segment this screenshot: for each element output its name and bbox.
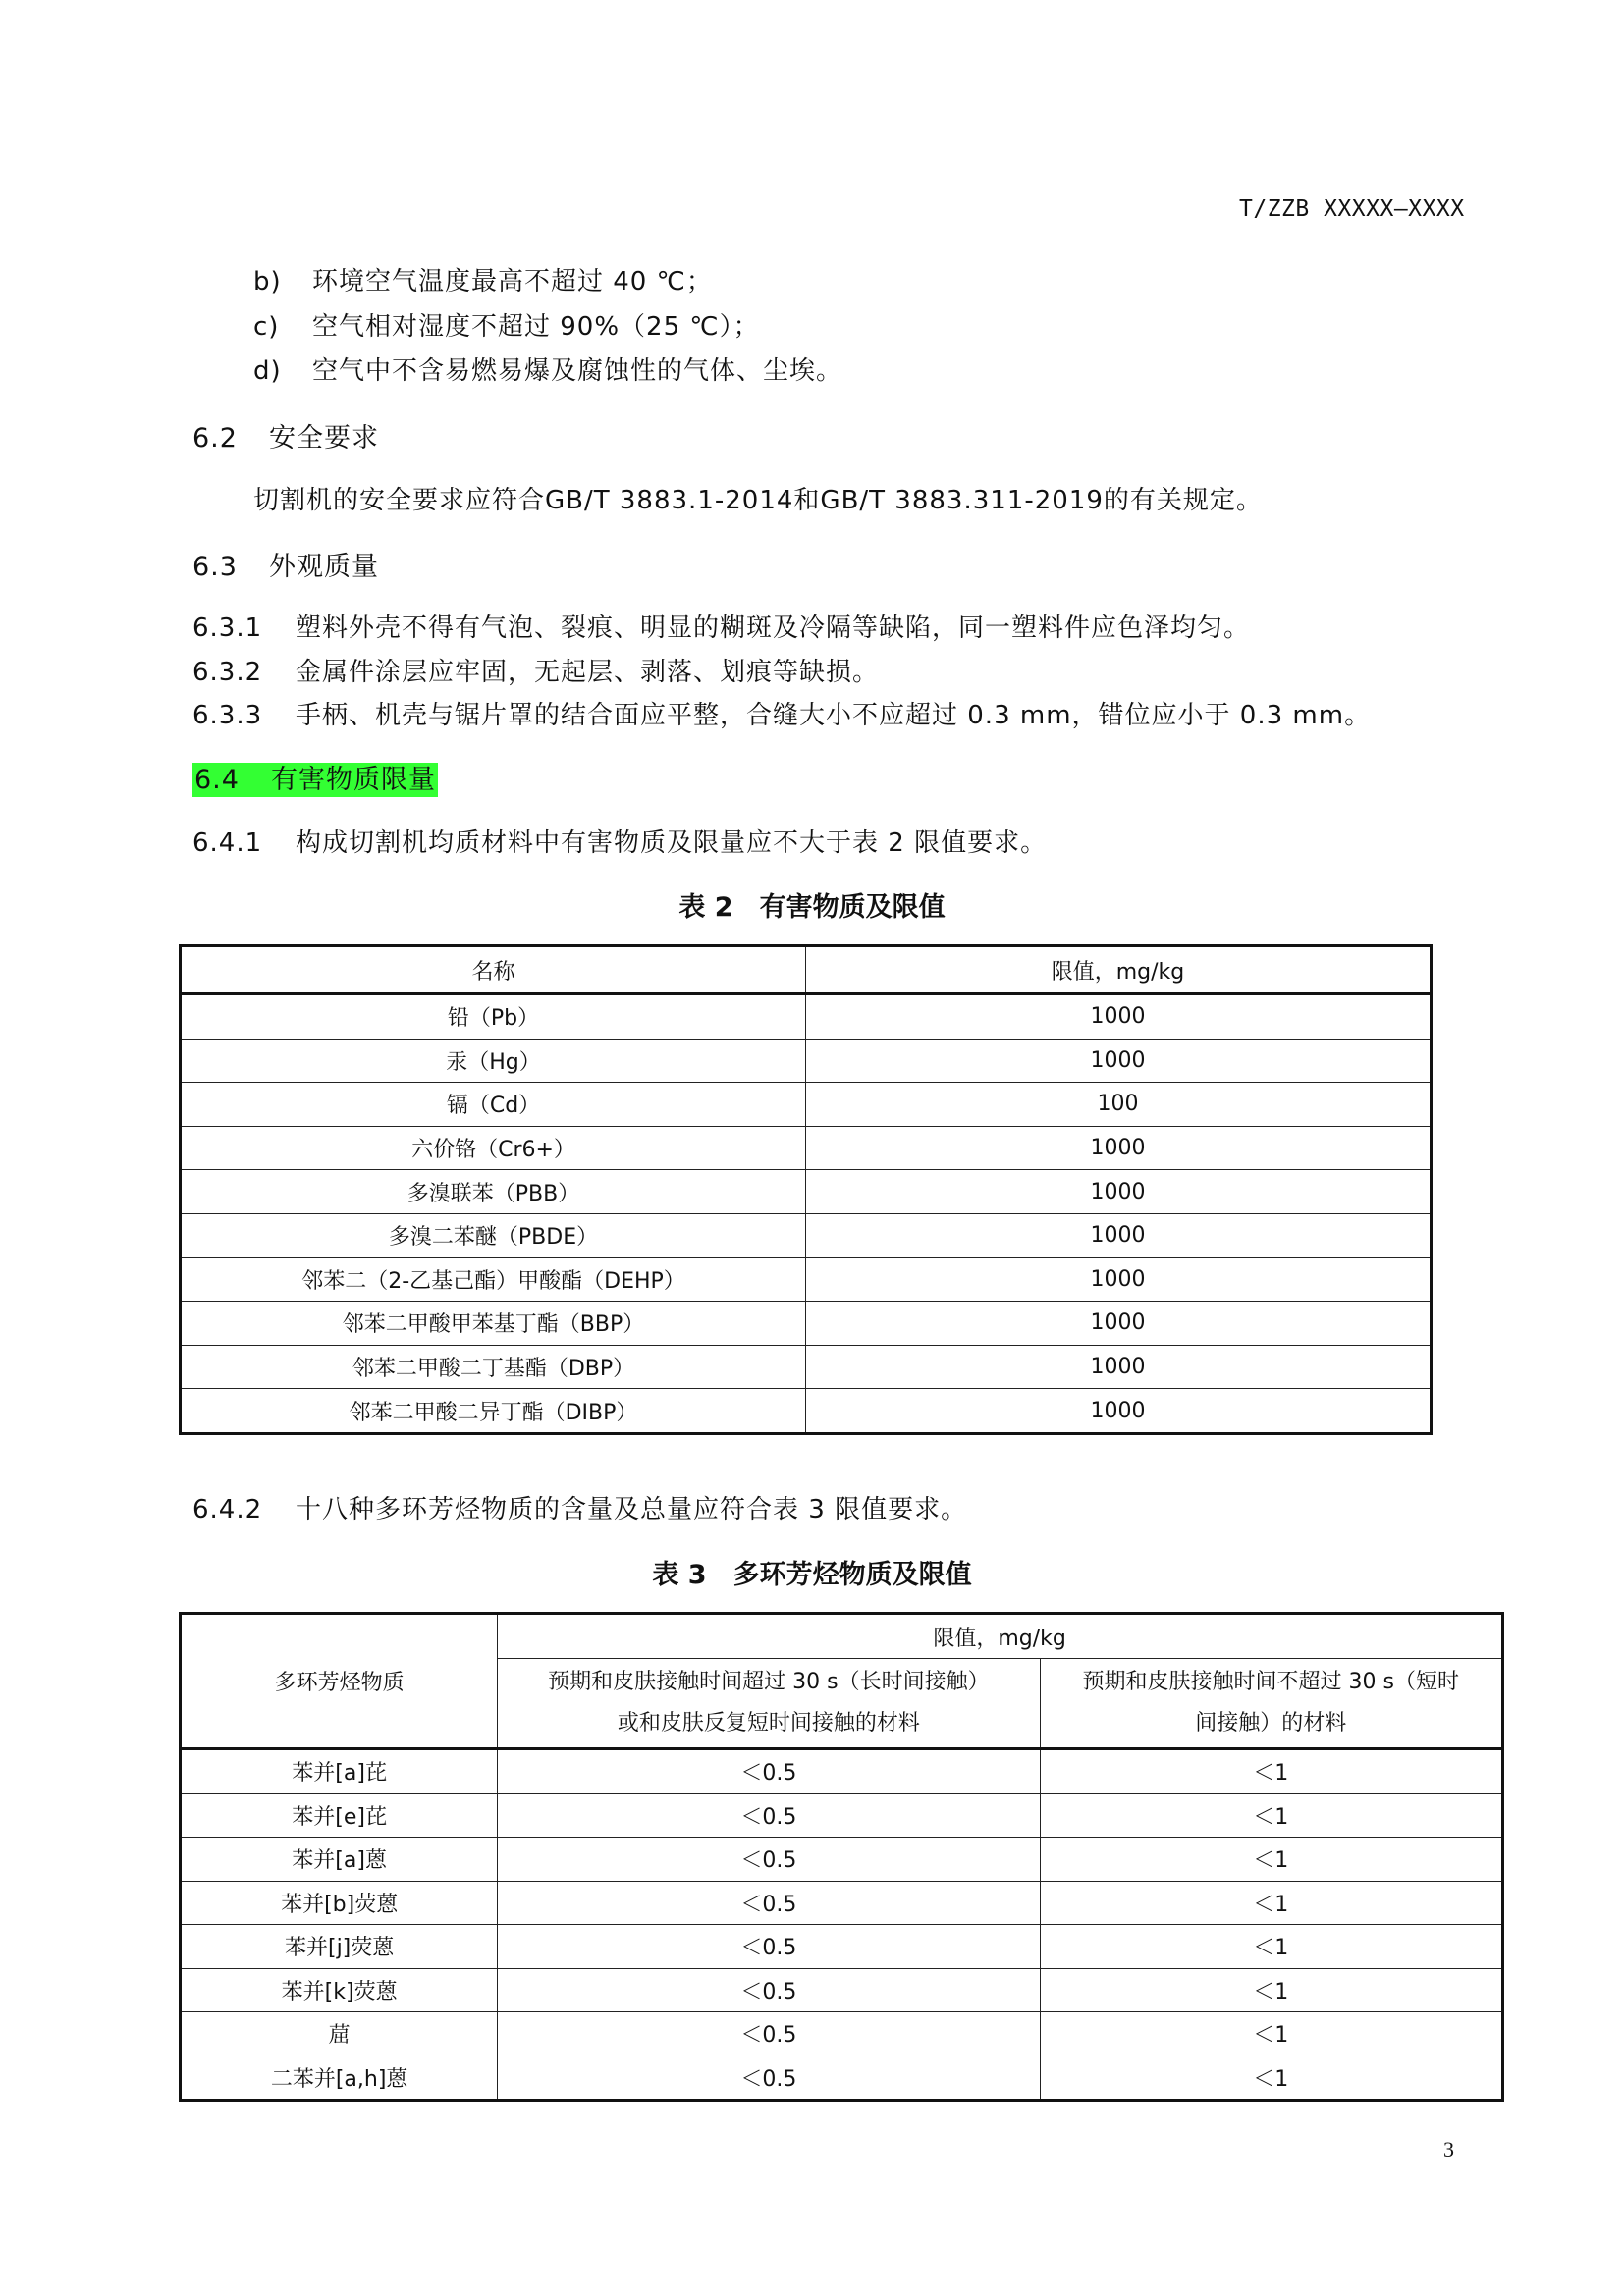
- limit-cell: 1000: [806, 1039, 1432, 1083]
- table-row: [181, 1302, 1432, 1346]
- table-row: [181, 1968, 1503, 2012]
- substance-cell: 苯并[e]芘: [181, 1793, 498, 1838]
- highlighted-heading: [192, 763, 438, 797]
- section-title: 外观质量: [269, 552, 379, 582]
- section-heading-6-3: [192, 545, 379, 583]
- short-limit-cell: ＜1: [1040, 1881, 1502, 1925]
- list-item-text: 空气相对湿度不超过 90%（25 ℃）；: [312, 312, 760, 342]
- header-line: 预期和皮肤接触时间不超过 30 s（短时: [1082, 1670, 1459, 1694]
- table-row: [181, 1345, 1432, 1389]
- table-header-row: [181, 1614, 1503, 1659]
- table-row: [181, 1793, 1503, 1838]
- limit-cell: 100: [806, 1083, 1432, 1127]
- header-cell-substance: 多环芳烃物质: [181, 1614, 498, 1749]
- substance-cell: 邻苯二（2-乙基己酯）甲酸酯（DEHP）: [181, 1257, 806, 1302]
- clause-number: 6.3.3: [192, 701, 263, 730]
- table-row: [181, 1925, 1503, 1969]
- section-heading-6-2: [192, 416, 379, 454]
- clause-text: 十八种多环芳烃物质的含量及总量应符合表 3 限值要求。: [296, 1495, 968, 1524]
- substance-cell: 邻苯二甲酸二异丁酯（DIBP）: [181, 1389, 806, 1434]
- table-row: [181, 1170, 1432, 1214]
- list-item: [253, 350, 842, 387]
- long-limit-cell: ＜0.5: [498, 1968, 1040, 2012]
- header-cell-short-contact: [1040, 1659, 1502, 1749]
- substance-cell: 多溴二苯醚（PBDE）: [181, 1213, 806, 1257]
- table-3-caption: 表 3 多环芳烃物质及限值: [652, 1560, 972, 1590]
- clause-number: 6.4.1: [192, 828, 263, 858]
- clause-6-3-1: [192, 608, 1250, 644]
- clause-6-3-3: [192, 695, 1371, 731]
- long-limit-cell: ＜0.5: [498, 1749, 1040, 1794]
- long-limit-cell: ＜0.5: [498, 1838, 1040, 1882]
- table-row: [181, 1749, 1503, 1794]
- header-cell-long-contact: [498, 1659, 1040, 1749]
- list-item: [253, 306, 760, 343]
- clause-number: 6.4.2: [192, 1495, 263, 1524]
- substance-cell: 邻苯二甲酸二丁基酯（DBP）: [181, 1345, 806, 1389]
- header-cell-limit: 限值，mg/kg: [806, 946, 1432, 994]
- long-limit-cell: ＜0.5: [498, 2056, 1040, 2101]
- limit-cell: 1000: [806, 1126, 1432, 1170]
- table-row: [181, 2056, 1503, 2101]
- long-limit-cell: ＜0.5: [498, 1793, 1040, 1838]
- table-row: [181, 1881, 1503, 1925]
- table-header-row: [181, 946, 1432, 994]
- section-number: 6.3: [192, 552, 238, 582]
- header-line: 或和皮肤反复短时间接触的材料: [617, 1711, 920, 1735]
- substance-cell: 苯并[b]荧蒽: [181, 1881, 498, 1925]
- section-heading-6-4: [192, 758, 438, 796]
- clause-number: 6.3.2: [192, 658, 263, 687]
- limit-cell: 1000: [806, 1345, 1432, 1389]
- substance-cell: 多溴联苯（PBB）: [181, 1170, 806, 1214]
- pah-limits-table: [179, 1612, 1504, 2102]
- header-line: 间接触）的材料: [1195, 1711, 1347, 1735]
- substance-cell: 铅（Pb）: [181, 994, 806, 1040]
- clause-text: 构成切割机均质材料中有害物质及限量应不大于表 2 限值要求。: [296, 828, 1048, 858]
- short-limit-cell: ＜1: [1040, 2056, 1502, 2101]
- paragraph-safety: 切割机的安全要求应符合GB/T 3883.1-2014和GB/T 3883.311-2019的有关规定。: [253, 486, 1263, 515]
- substance-cell: 苯并[a]蒽: [181, 1838, 498, 1882]
- table-row: [181, 1389, 1432, 1434]
- substance-cell: 苯并[j]荧蒽: [181, 1925, 498, 1969]
- limit-cell: 1000: [806, 1389, 1432, 1434]
- substance-cell: 䓛: [181, 2012, 498, 2056]
- clause-number: 6.3.1: [192, 614, 263, 643]
- short-limit-cell: ＜1: [1040, 1968, 1502, 2012]
- list-item-label: b): [253, 267, 282, 296]
- limit-cell: 1000: [806, 994, 1432, 1040]
- short-limit-cell: ＜1: [1040, 1793, 1502, 1838]
- page-number: 3: [1443, 2137, 1454, 2162]
- limit-cell: 1000: [806, 1213, 1432, 1257]
- short-limit-cell: ＜1: [1040, 1749, 1502, 1794]
- hazardous-substances-table: [179, 944, 1433, 1435]
- header-line: 预期和皮肤接触时间超过 30 s（长时间接触）: [548, 1670, 990, 1694]
- table-row: [181, 1257, 1432, 1302]
- table-row: [181, 1838, 1503, 1882]
- section-title: 安全要求: [269, 423, 379, 454]
- clause-6-4-1: [192, 823, 1047, 859]
- substance-cell: 邻苯二甲酸甲苯基丁酯（BBP）: [181, 1302, 806, 1346]
- list-item-text: 环境空气温度最高不超过 40 ℃；: [312, 267, 713, 296]
- limit-cell: 1000: [806, 1170, 1432, 1214]
- list-item-text: 空气中不含易燃易爆及腐蚀性的气体、尘埃。: [312, 356, 843, 386]
- header-cell-name: 名称: [181, 946, 806, 994]
- list-item-label: c): [253, 312, 280, 342]
- limit-cell: 1000: [806, 1302, 1432, 1346]
- section-number: 6.4: [194, 765, 240, 795]
- limit-cell: 1000: [806, 1257, 1432, 1302]
- short-limit-cell: ＜1: [1040, 1838, 1502, 1882]
- substance-cell: 苯并[a]芘: [181, 1749, 498, 1794]
- substance-cell: 苯并[k]荧蒽: [181, 1968, 498, 2012]
- clause-text: 手柄、机壳与锯片罩的结合面应平整，合缝大小不应超过 0.3 mm，错位应小于 0.3 mm。: [296, 701, 1372, 730]
- document-code: T/ZZB XXXXX—XXXX: [1239, 196, 1465, 222]
- table-row: [181, 1083, 1432, 1127]
- table-2-caption: 表 2 有害物质及限值: [678, 892, 946, 923]
- clause-text: 金属件涂层应牢固，无起层、剥落、划痕等缺损。: [296, 658, 880, 687]
- section-number: 6.2: [192, 423, 238, 454]
- list-item-label: d): [253, 356, 282, 386]
- header-cell-limit-group: 限值，mg/kg: [498, 1614, 1503, 1659]
- long-limit-cell: ＜0.5: [498, 2012, 1040, 2056]
- long-limit-cell: ＜0.5: [498, 1881, 1040, 1925]
- short-limit-cell: ＜1: [1040, 1925, 1502, 1969]
- short-limit-cell: ＜1: [1040, 2012, 1502, 2056]
- table-row: [181, 2012, 1503, 2056]
- substance-cell: 二苯并[a,h]蒽: [181, 2056, 498, 2101]
- clause-text: 塑料外壳不得有气泡、裂痕、明显的糊斑及冷隔等缺陷，同一塑料件应色泽均匀。: [296, 614, 1251, 643]
- list-item: [253, 261, 713, 297]
- table-row: [181, 1039, 1432, 1083]
- table-row: [181, 1213, 1432, 1257]
- table-row: [181, 1126, 1432, 1170]
- substance-cell: 六价铬（Cr6+）: [181, 1126, 806, 1170]
- section-title: 有害物质限量: [271, 765, 436, 795]
- substance-cell: 镉（Cd）: [181, 1083, 806, 1127]
- clause-6-3-2: [192, 652, 879, 688]
- long-limit-cell: ＜0.5: [498, 1925, 1040, 1969]
- clause-6-4-2: [192, 1489, 967, 1525]
- substance-cell: 汞（Hg）: [181, 1039, 806, 1083]
- table-row: [181, 994, 1432, 1040]
